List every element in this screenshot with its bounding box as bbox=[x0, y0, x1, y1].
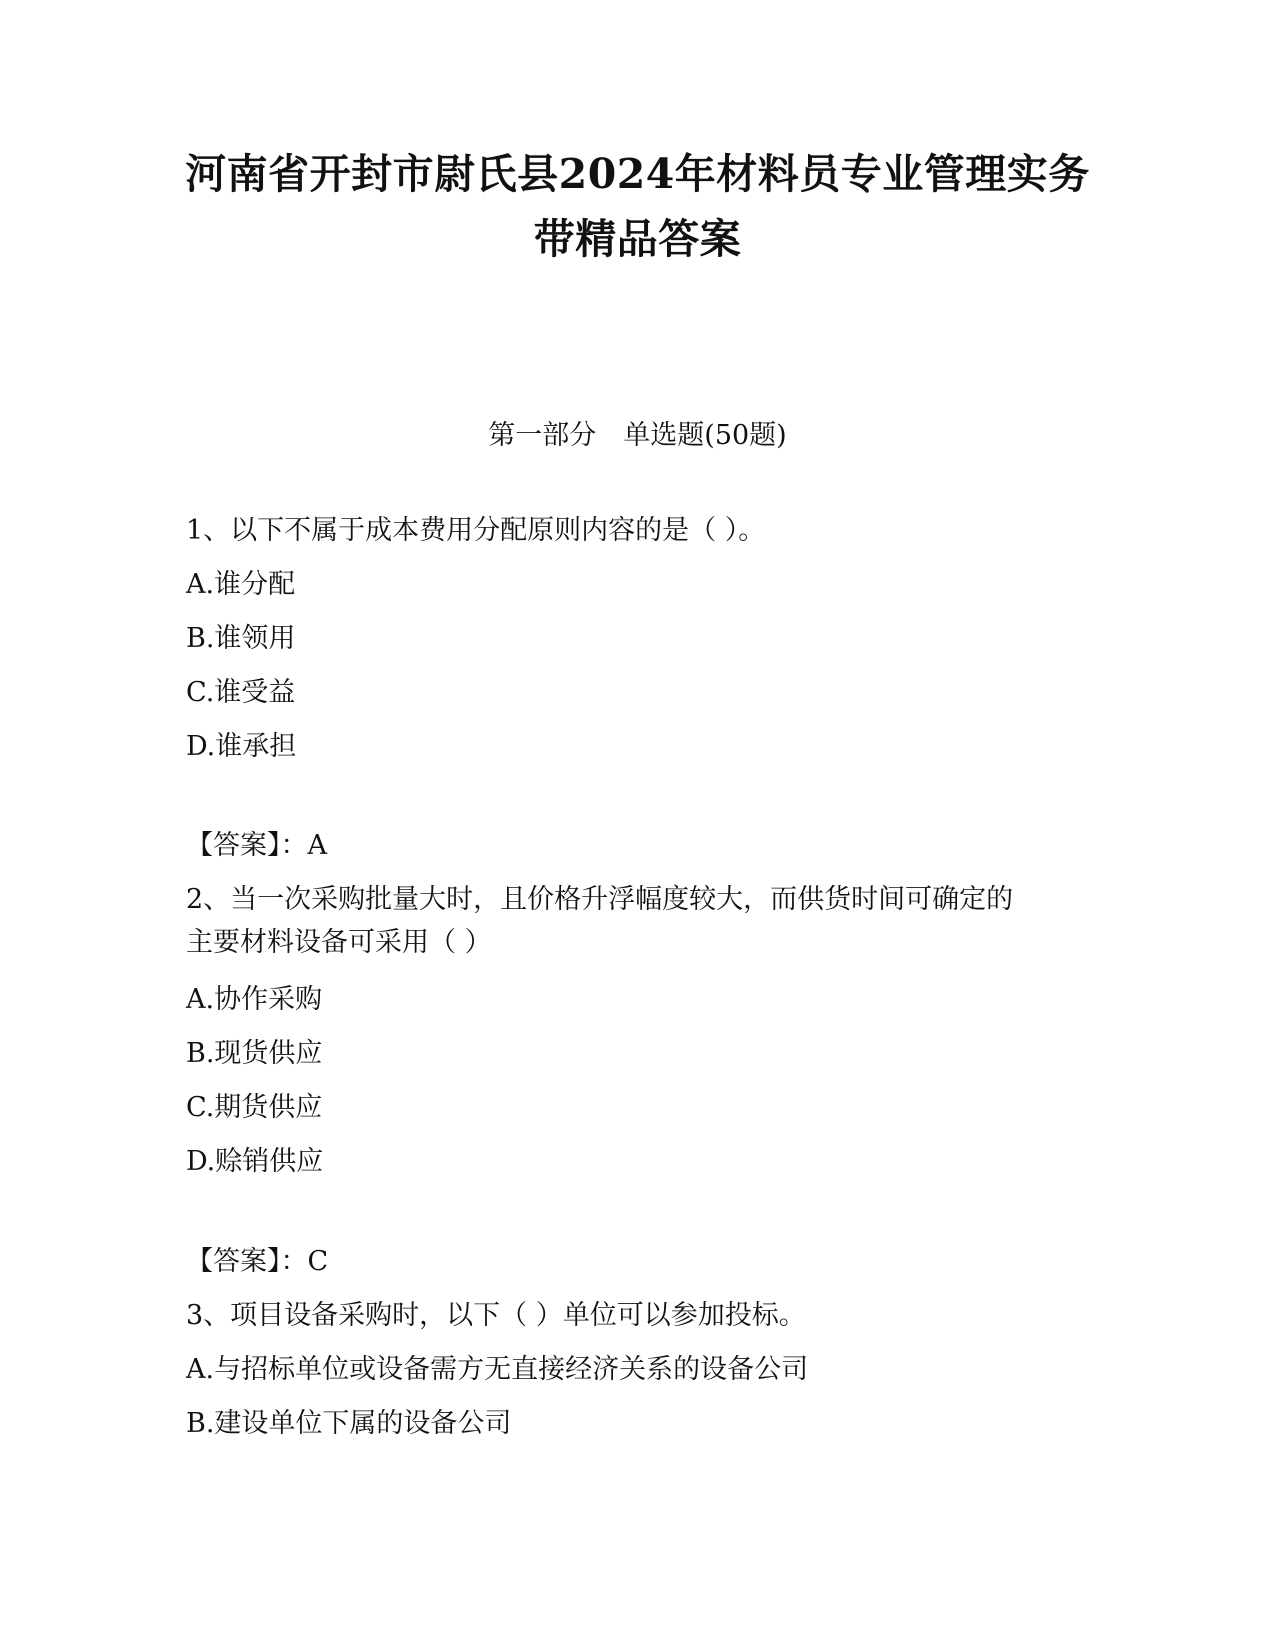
question-3-option-b: B.建设单位下属的设备公司 bbox=[186, 1408, 512, 1439]
question-2-option-b: B.现货供应 bbox=[186, 1038, 323, 1069]
question-2-option-d: D.赊销供应 bbox=[186, 1146, 324, 1177]
question-1-option-b: B.谁领用 bbox=[186, 623, 296, 654]
question-2-stem-line-2: 主要材料设备可采用（ ） bbox=[186, 927, 492, 958]
section-header: 第一部分 单选题(50题) bbox=[488, 420, 787, 451]
question-2-option-c: C.期货供应 bbox=[186, 1092, 323, 1123]
question-1-answer: 【答案】：A bbox=[186, 830, 327, 861]
question-1-option-c: C.谁受益 bbox=[186, 677, 296, 708]
question-2-answer: 【答案】：C bbox=[186, 1246, 329, 1277]
question-2-option-a: A.协作采购 bbox=[186, 984, 323, 1015]
document-title-line-2: 带精品答案 bbox=[533, 215, 742, 263]
question-3-stem: 3、项目设备采购时，以下（ ）单位可以参加投标。 bbox=[186, 1300, 806, 1331]
question-1-option-d: D.谁承担 bbox=[186, 731, 297, 762]
question-3-option-a: A.与招标单位或设备需方无直接经济关系的设备公司 bbox=[186, 1354, 809, 1385]
document-title-line-1: 河南省开封市尉氏县2024年材料员专业管理实务 bbox=[185, 150, 1090, 198]
question-1-stem: 1、以下不属于成本费用分配原则内容的是（ ）。 bbox=[186, 515, 766, 546]
question-2-stem-line-1: 2、当一次采购批量大时，且价格升浮幅度较大，而供货时间可确定的 bbox=[186, 884, 1014, 915]
question-1-option-a: A.谁分配 bbox=[186, 569, 296, 600]
